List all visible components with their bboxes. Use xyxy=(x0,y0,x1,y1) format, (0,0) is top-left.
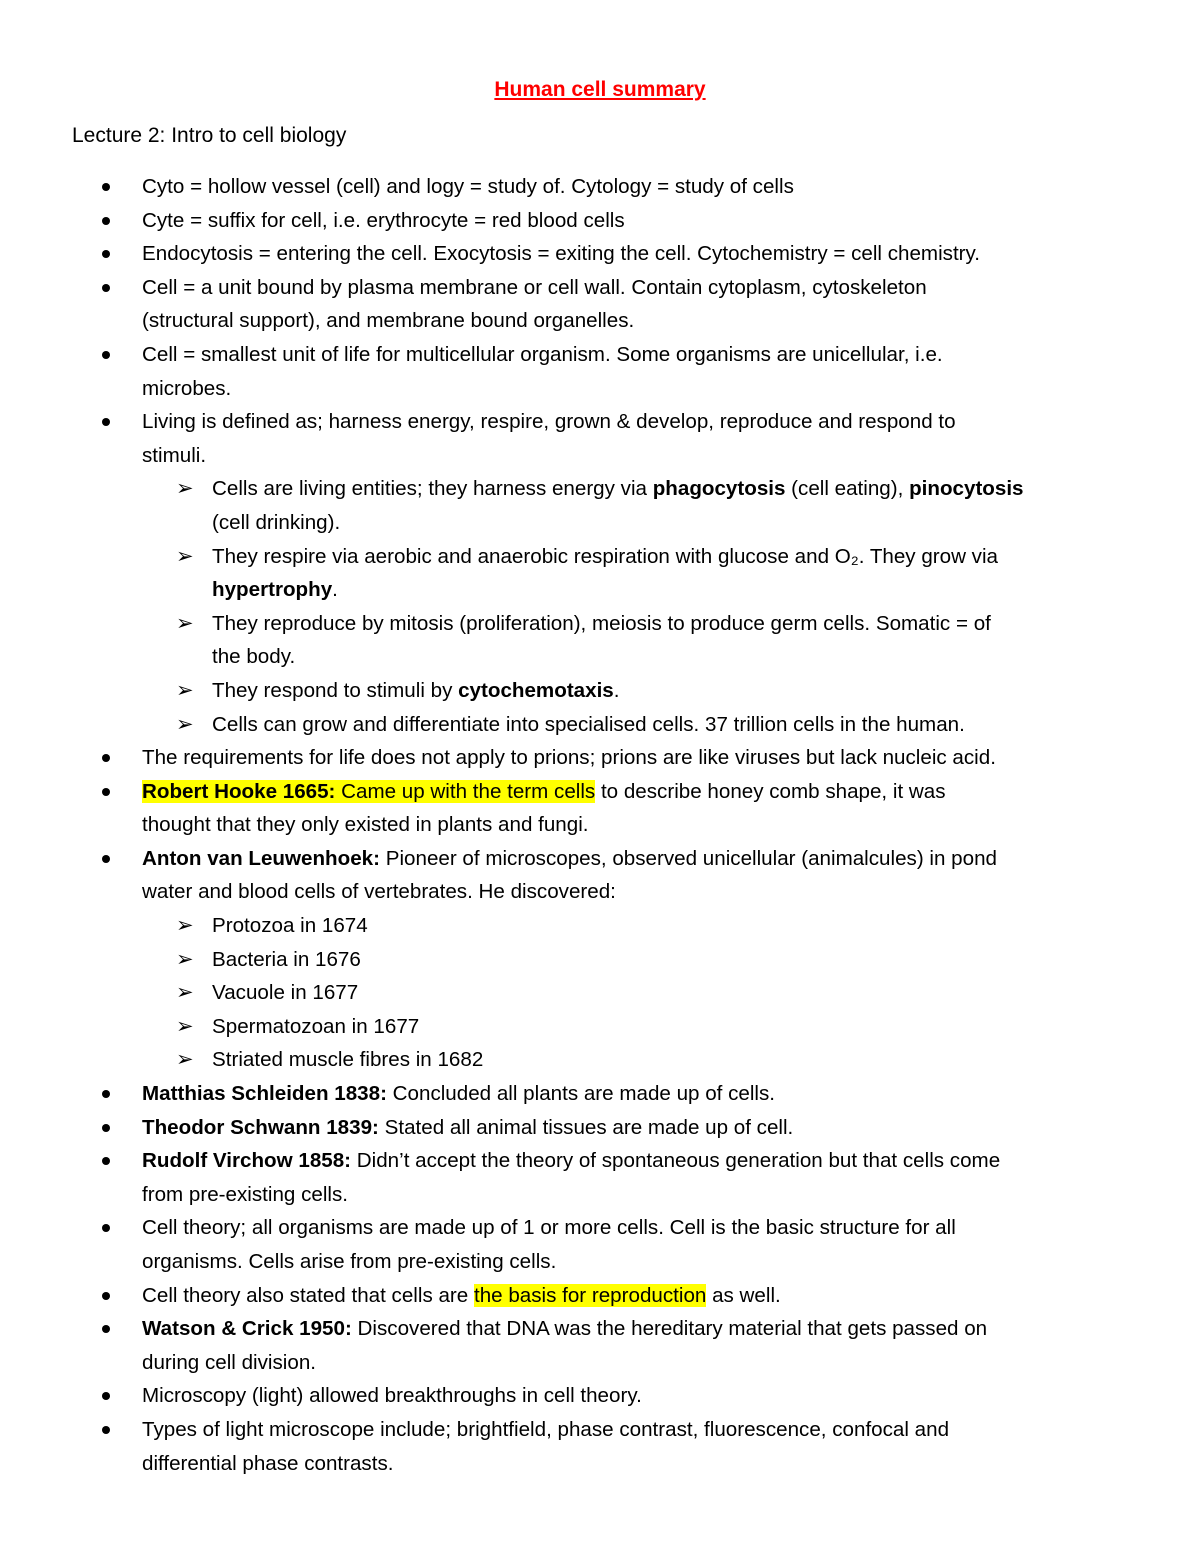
bullet-line xyxy=(142,1178,1200,1212)
lecture-heading: Lecture 2: Intro to cell biology xyxy=(72,124,347,147)
bullet-line xyxy=(142,1211,1200,1245)
bullet-line xyxy=(212,909,1200,943)
sub-bullet-item xyxy=(0,1043,1200,1077)
bullet-line xyxy=(212,943,1200,977)
bullet-line xyxy=(142,170,1200,204)
bullet-line xyxy=(142,1111,1200,1145)
bold-term: Watson & Crick 1950: xyxy=(142,1317,352,1341)
bullet-text: organisms. Cells arise from pre-existing cells. xyxy=(142,1250,557,1273)
bullet-line xyxy=(212,976,1200,1010)
bullet-dot-icon xyxy=(102,754,110,762)
bullet-line xyxy=(142,237,1200,271)
bullet-item xyxy=(0,842,1200,909)
sub-bullet-item xyxy=(0,1010,1200,1044)
sub-bullet-item xyxy=(0,976,1200,1010)
bullet-line xyxy=(142,1312,1200,1346)
bullet-line xyxy=(212,573,1200,607)
bullet-line xyxy=(142,842,1200,876)
bullet-item xyxy=(0,1211,1200,1278)
arrow-bullet-icon: ➢ xyxy=(176,712,194,736)
bullet-text: (structural support), and membrane bound organelles. xyxy=(142,309,635,333)
bullet-text: to describe honey comb shape, it was xyxy=(595,779,946,803)
bullet-text: stimuli. xyxy=(142,443,207,467)
bullet-line xyxy=(142,1379,1200,1413)
bullet-text: Cells can grow and differentiate into specialised cells. 37 trillion cells in the human. xyxy=(212,712,965,736)
bullet-line xyxy=(142,741,1200,775)
bullet-dot-icon xyxy=(102,1392,110,1400)
arrow-bullet-icon: ➢ xyxy=(176,611,194,635)
bullet-text: (cell drinking). xyxy=(212,510,341,534)
bullet-text: Vacuole in 1677 xyxy=(212,981,359,1005)
sub-bullet-item xyxy=(0,540,1200,607)
bullet-text: Cells are living entities; they harness energy via xyxy=(212,477,653,501)
arrow-bullet-icon: ➢ xyxy=(176,678,194,702)
bullet-text: during cell division. xyxy=(142,1350,316,1374)
bullet-text: Discovered that DNA was the hereditary material that gets passed on xyxy=(351,1317,988,1341)
bullet-text: . xyxy=(332,578,338,602)
bullet-dot-icon xyxy=(102,1124,110,1132)
bullet-text: . xyxy=(613,678,620,702)
bullet-line xyxy=(142,1346,1200,1380)
bold-term: cytochemotaxis xyxy=(458,678,614,702)
bullet-item xyxy=(0,204,1200,238)
bullet-text: Pioneer of microscopes, observed unicellular (animalcules) in pond xyxy=(380,846,997,870)
bullet-text: Living is defined as; harness energy, respire, grown & develop, reproduce and respond to xyxy=(142,410,956,434)
bullet-item xyxy=(0,1379,1200,1413)
bullet-line xyxy=(142,1144,1200,1178)
bullet-text: They respire via aerobic and anaerobic respiration with glucose and O₂. They grow via xyxy=(212,544,999,568)
bold-term: phagocytosis xyxy=(652,477,786,501)
bullet-line xyxy=(142,439,1200,473)
bullet-line xyxy=(212,472,1200,506)
bullet-line xyxy=(212,506,1200,540)
bullet-dot-icon xyxy=(102,217,110,225)
bullet-line xyxy=(142,1077,1200,1111)
bullet-line xyxy=(212,1043,1200,1077)
bullet-text: Didn’t accept the theory of spontaneous generation but that cells come xyxy=(351,1149,1001,1173)
bullet-item xyxy=(0,237,1200,271)
bullet-line xyxy=(142,204,1200,238)
bullet-text: microbes. xyxy=(142,376,232,400)
bullet-text: Protozoa in 1674 xyxy=(212,914,368,938)
bullet-dot-icon xyxy=(102,183,110,191)
bullet-item xyxy=(0,1312,1200,1379)
sub-bullet-item xyxy=(0,943,1200,977)
bullet-text: They reproduce by mitosis (proliferation), meiosis to produce germ cells. Somatic = of xyxy=(212,611,991,635)
bullet-text: Concluded all plants are made up of cells. xyxy=(386,1082,776,1106)
bullet-line xyxy=(142,775,1200,809)
bullet-text: the body. xyxy=(212,645,296,669)
bullet-line xyxy=(142,808,1200,842)
bullet-line xyxy=(142,875,1200,909)
bullet-dot-icon xyxy=(102,1157,110,1165)
sub-bullet-item xyxy=(0,472,1200,539)
bullet-text: Microscopy (light) allowed breakthroughs in cell theory. xyxy=(142,1384,642,1408)
bullet-line xyxy=(142,405,1200,439)
bullet-dot-icon xyxy=(102,1426,110,1434)
arrow-bullet-icon: ➢ xyxy=(176,477,194,501)
bullet-line xyxy=(142,1245,1200,1279)
bold-term: hypertrophy xyxy=(212,578,333,602)
document-title: Human cell summary xyxy=(494,78,706,101)
bullet-line xyxy=(212,640,1200,674)
bullet-line xyxy=(142,304,1200,338)
arrow-bullet-icon: ➢ xyxy=(176,947,194,971)
bullet-text: Stated all animal tissues are made up of cell. xyxy=(378,1115,794,1139)
bullet-line xyxy=(142,271,1200,305)
bullet-text: Cell theory also stated that cells are xyxy=(142,1283,474,1307)
bullet-dot-icon xyxy=(102,788,110,796)
bullet-text: Cyto = hollow vessel (cell) and logy = study of. Cytology = study of cells xyxy=(142,175,794,198)
bold-term: Robert Hooke 1665: xyxy=(142,779,336,803)
sub-bullet-item xyxy=(0,674,1200,708)
bullet-item xyxy=(0,338,1200,405)
sub-bullet-item xyxy=(0,607,1200,674)
bullet-dot-icon xyxy=(102,250,110,258)
bullet-dot-icon xyxy=(102,855,110,863)
bullet-item xyxy=(0,1077,1200,1111)
bullet-dot-icon xyxy=(102,351,110,359)
bullet-dot-icon xyxy=(102,284,110,292)
bullet-line xyxy=(142,338,1200,372)
bullet-text: Striated muscle fibres in 1682 xyxy=(212,1048,484,1072)
bullet-text: water and blood cells of vertebrates. He discovered: xyxy=(142,880,616,904)
sub-bullet-item xyxy=(0,708,1200,742)
bullet-text: differential phase contrasts. xyxy=(142,1451,394,1475)
bullet-item xyxy=(0,1111,1200,1145)
bullet-line xyxy=(142,372,1200,406)
bullet-line xyxy=(212,1010,1200,1044)
bullet-item xyxy=(0,170,1200,204)
bold-term: pinocytosis xyxy=(909,477,1024,501)
bullet-item xyxy=(0,405,1200,472)
bullet-line xyxy=(212,607,1200,641)
bullet-text: the basis for reproduction xyxy=(473,1283,707,1307)
bold-term: Theodor Schwann 1839: xyxy=(142,1115,379,1139)
bullet-text: thought that they only existed in plants and fungi. xyxy=(142,813,589,837)
bullet-text: Spermatozoan in 1677 xyxy=(212,1014,420,1038)
bullet-dot-icon xyxy=(102,1224,110,1232)
bold-term: Anton van Leuwenhoek: xyxy=(142,846,380,870)
bullet-line xyxy=(142,1279,1200,1313)
bullet-text: Cell theory; all organisms are made up of 1 or more cells. Cell is the basic structure for all xyxy=(142,1216,956,1240)
bullet-dot-icon xyxy=(102,1292,110,1300)
arrow-bullet-icon: ➢ xyxy=(176,1014,194,1038)
bullet-item xyxy=(0,271,1200,338)
bullet-line xyxy=(212,540,1200,574)
bold-term: Rudolf Virchow 1858: xyxy=(142,1149,352,1173)
arrow-bullet-icon: ➢ xyxy=(176,1048,194,1072)
bullet-list xyxy=(0,170,1200,1480)
bullet-text: Cell = smallest unit of life for multicellular organism. Some organisms are unicellular, i.e. xyxy=(142,342,943,366)
bullet-item xyxy=(0,741,1200,775)
bullet-text: Types of light microscope include; brightfield, phase contrast, fluorescence, confocal and xyxy=(142,1417,950,1441)
bullet-text: as well. xyxy=(706,1283,781,1307)
bullet-line xyxy=(212,674,1200,708)
bullet-line xyxy=(142,1413,1200,1447)
bullet-item xyxy=(0,1279,1200,1313)
arrow-bullet-icon: ➢ xyxy=(176,981,194,1005)
bullet-text: (cell eating), xyxy=(785,477,910,501)
bullet-text: Bacteria in 1676 xyxy=(212,947,361,971)
bullet-text: Endocytosis = entering the cell. Exocytosis = exiting the cell. Cytochemistry = cell chemistry. xyxy=(142,242,981,266)
bullet-dot-icon xyxy=(102,1325,110,1333)
bullet-text: Came up with the term cells xyxy=(335,779,596,803)
bullet-line xyxy=(142,1447,1200,1481)
bullet-line xyxy=(212,708,1200,742)
bullet-dot-icon xyxy=(102,1090,110,1098)
bullet-item xyxy=(0,1413,1200,1480)
arrow-bullet-icon: ➢ xyxy=(176,914,194,938)
bullet-text: Cell = a unit bound by plasma membrane or cell wall. Contain cytoplasm, cytoskeleton xyxy=(142,275,927,299)
sub-bullet-item xyxy=(0,909,1200,943)
bullet-item xyxy=(0,775,1200,842)
bullet-dot-icon xyxy=(102,418,110,426)
bullet-text: They respond to stimuli by xyxy=(212,678,459,702)
bullet-text: Cyte = suffix for cell, i.e. erythrocyte = red blood cells xyxy=(142,208,625,232)
arrow-bullet-icon: ➢ xyxy=(176,544,194,568)
bullet-text: The requirements for life does not apply to prions; prions are like viruses but lack nucleic acid. xyxy=(142,746,996,770)
bullet-text: from pre-existing cells. xyxy=(142,1182,348,1206)
bullet-item xyxy=(0,1144,1200,1211)
bold-term: Matthias Schleiden 1838: xyxy=(142,1082,387,1106)
